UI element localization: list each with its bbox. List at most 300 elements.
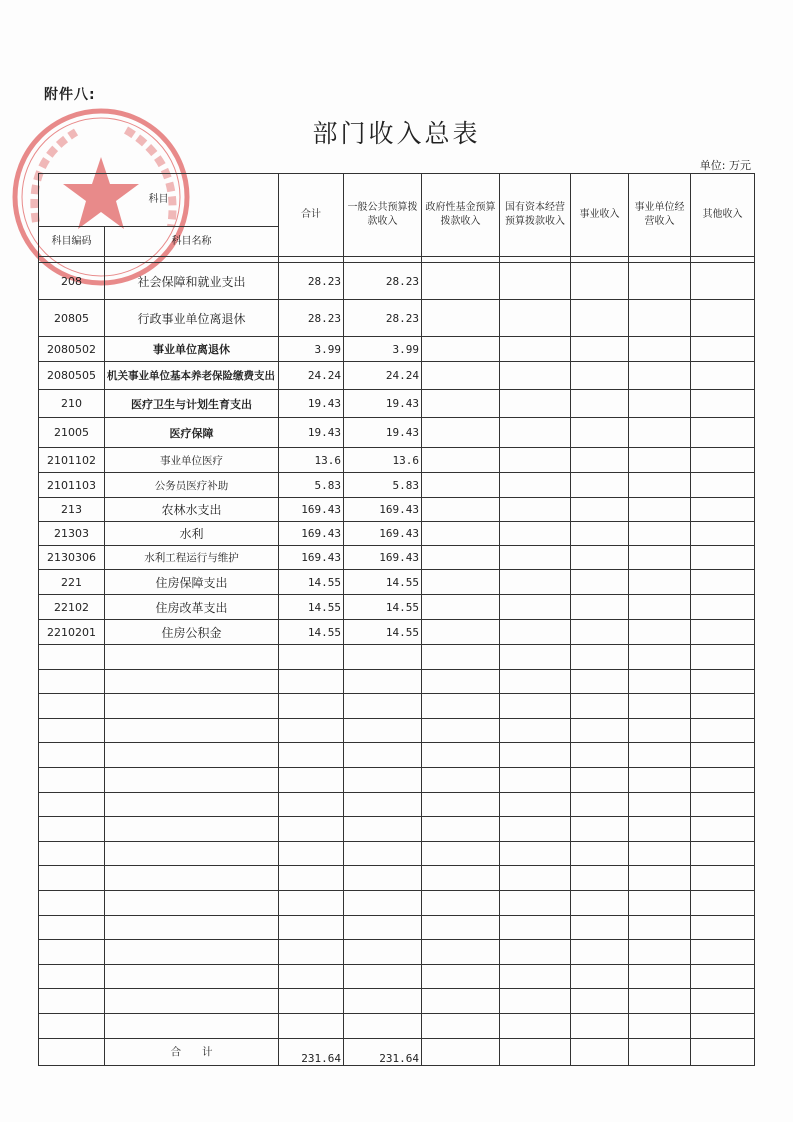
header-subject-name: 科目名称 xyxy=(105,227,279,257)
empty-cell xyxy=(344,1013,422,1038)
empty-cell xyxy=(691,767,755,792)
empty-cell xyxy=(279,1013,344,1038)
empty-cell xyxy=(629,595,691,620)
empty-cell xyxy=(344,989,422,1014)
total-row xyxy=(39,1038,755,1065)
total-cell: 5.83 xyxy=(279,473,344,498)
empty-cell xyxy=(691,522,755,546)
empty-cell xyxy=(500,669,571,694)
empty-cell xyxy=(422,595,500,620)
subject-code-cell: 2210201 xyxy=(39,620,105,645)
empty-cell xyxy=(422,498,500,522)
empty-cell xyxy=(571,718,629,743)
total-cell: 19.43 xyxy=(279,390,344,418)
subject-code-cell: 2101102 xyxy=(39,448,105,473)
empty-cell xyxy=(691,915,755,940)
empty-cell xyxy=(571,390,629,418)
empty-cell xyxy=(422,890,500,915)
subject-code-cell: 210 xyxy=(39,390,105,418)
empty-cell xyxy=(629,300,691,337)
empty-cell xyxy=(279,718,344,743)
table-row xyxy=(39,448,755,473)
empty-cell xyxy=(344,792,422,817)
subject-code-cell: 21005 xyxy=(39,418,105,448)
empty-cell xyxy=(105,1013,279,1038)
empty-cell xyxy=(571,418,629,448)
empty-cell xyxy=(571,817,629,842)
subject-name-cell: 行政事业单位离退休 xyxy=(105,300,279,337)
empty-cell xyxy=(500,570,571,595)
subject-name-cell: 事业单位医疗 xyxy=(105,448,279,473)
empty-cell xyxy=(571,362,629,390)
empty-cell xyxy=(691,362,755,390)
empty-cell xyxy=(422,743,500,768)
empty-cell xyxy=(571,890,629,915)
empty-cell xyxy=(500,694,571,719)
general-budget-cell: 3.99 xyxy=(344,337,422,362)
empty-cell xyxy=(39,792,105,817)
empty-cell xyxy=(500,546,571,570)
empty-cell xyxy=(691,989,755,1014)
subject-code-cell: 208 xyxy=(39,263,105,300)
empty-cell xyxy=(422,645,500,670)
empty-cell xyxy=(629,263,691,300)
table-row xyxy=(39,595,755,620)
empty-cell xyxy=(691,1013,755,1038)
empty-cell xyxy=(629,362,691,390)
empty-cell xyxy=(279,964,344,989)
empty-cell xyxy=(105,915,279,940)
empty-cell xyxy=(39,718,105,743)
empty-cell xyxy=(571,1013,629,1038)
general-budget-cell: 19.43 xyxy=(344,418,422,448)
total-cell: 169.43 xyxy=(279,498,344,522)
empty-cell xyxy=(691,570,755,595)
empty-cell xyxy=(105,964,279,989)
empty-cell xyxy=(422,841,500,866)
empty-cell xyxy=(691,792,755,817)
empty-cell xyxy=(571,570,629,595)
empty-cell xyxy=(105,841,279,866)
general-budget-cell: 169.43 xyxy=(344,498,422,522)
empty-cell xyxy=(691,964,755,989)
empty-cell xyxy=(344,669,422,694)
empty-cell xyxy=(629,390,691,418)
empty-cell xyxy=(629,915,691,940)
empty-cell xyxy=(691,1038,755,1065)
empty-cell xyxy=(500,418,571,448)
empty-cell xyxy=(422,866,500,891)
empty-cell xyxy=(105,669,279,694)
header-other-income: 其他收入 xyxy=(691,174,755,257)
subject-name-cell: 机关事业单位基本养老保险缴费支出 xyxy=(105,362,279,390)
empty-cell xyxy=(344,964,422,989)
empty-cell xyxy=(39,866,105,891)
grand-general-budget-cell: 231.64 xyxy=(344,1038,422,1065)
empty-cell xyxy=(279,743,344,768)
general-budget-cell: 169.43 xyxy=(344,546,422,570)
empty-cell xyxy=(344,915,422,940)
subject-code-cell: 2080502 xyxy=(39,337,105,362)
empty-cell xyxy=(629,743,691,768)
empty-cell xyxy=(629,694,691,719)
header-subject: 科目 xyxy=(39,174,279,227)
empty-cell xyxy=(279,694,344,719)
empty-cell xyxy=(500,448,571,473)
header-general-budget: 一般公共预算拨款收入 xyxy=(344,174,422,257)
general-budget-cell: 14.55 xyxy=(344,620,422,645)
table-row xyxy=(39,473,755,498)
empty-cell xyxy=(629,546,691,570)
grand-total-cell: 231.64 xyxy=(279,1038,344,1065)
general-budget-cell: 14.55 xyxy=(344,570,422,595)
empty-cell xyxy=(105,989,279,1014)
empty-cell xyxy=(691,546,755,570)
empty-cell xyxy=(500,964,571,989)
empty-cell xyxy=(422,694,500,719)
empty-cell xyxy=(571,940,629,965)
empty-cell xyxy=(39,817,105,842)
empty-row xyxy=(39,841,755,866)
empty-cell xyxy=(500,645,571,670)
empty-cell xyxy=(571,337,629,362)
empty-cell xyxy=(691,841,755,866)
empty-cell xyxy=(422,448,500,473)
empty-cell xyxy=(422,570,500,595)
total-cell: 19.43 xyxy=(279,418,344,448)
empty-row xyxy=(39,989,755,1014)
empty-cell xyxy=(279,792,344,817)
empty-cell xyxy=(422,390,500,418)
general-budget-cell: 28.23 xyxy=(344,263,422,300)
table-row xyxy=(39,570,755,595)
empty-cell xyxy=(422,263,500,300)
empty-cell xyxy=(629,418,691,448)
empty-cell xyxy=(500,817,571,842)
empty-cell xyxy=(691,669,755,694)
empty-cell xyxy=(39,841,105,866)
empty-cell xyxy=(422,940,500,965)
total-cell: 169.43 xyxy=(279,522,344,546)
empty-cell xyxy=(422,337,500,362)
empty-cell xyxy=(39,767,105,792)
empty-cell xyxy=(629,718,691,743)
empty-cell xyxy=(500,841,571,866)
empty-cell xyxy=(629,337,691,362)
empty-cell xyxy=(629,473,691,498)
empty-cell xyxy=(39,1013,105,1038)
subject-name-cell: 住房保障支出 xyxy=(105,570,279,595)
subject-code-cell: 20805 xyxy=(39,300,105,337)
empty-cell xyxy=(500,498,571,522)
empty-cell xyxy=(629,940,691,965)
empty-cell xyxy=(500,767,571,792)
header-subject-code: 科目编码 xyxy=(39,227,105,257)
empty-cell xyxy=(500,362,571,390)
header-gov-fund: 政府性基金预算拨款收入 xyxy=(422,174,500,257)
subject-code-cell: 2130306 xyxy=(39,546,105,570)
empty-cell xyxy=(571,645,629,670)
empty-cell xyxy=(105,767,279,792)
empty-cell xyxy=(691,300,755,337)
subject-name-cell: 农林水支出 xyxy=(105,498,279,522)
empty-cell xyxy=(691,337,755,362)
empty-cell xyxy=(500,1038,571,1065)
total-cell: 28.23 xyxy=(279,263,344,300)
empty-cell xyxy=(629,570,691,595)
empty-cell xyxy=(571,522,629,546)
empty-cell xyxy=(39,915,105,940)
header-total: 合计 xyxy=(279,174,344,257)
empty-cell xyxy=(422,792,500,817)
empty-cell xyxy=(344,718,422,743)
empty-cell xyxy=(279,841,344,866)
empty-cell xyxy=(629,767,691,792)
general-budget-cell: 5.83 xyxy=(344,473,422,498)
empty-cell xyxy=(105,645,279,670)
empty-cell xyxy=(105,890,279,915)
empty-cell xyxy=(629,890,691,915)
income-summary-table xyxy=(38,173,755,1066)
empty-cell xyxy=(691,694,755,719)
empty-cell xyxy=(571,448,629,473)
empty-cell xyxy=(500,473,571,498)
empty-cell xyxy=(500,866,571,891)
subject-name-cell: 医疗保障 xyxy=(105,418,279,448)
empty-row xyxy=(39,817,755,842)
subject-name-cell: 住房公积金 xyxy=(105,620,279,645)
empty-cell xyxy=(571,915,629,940)
table-row xyxy=(39,498,755,522)
empty-cell xyxy=(691,595,755,620)
empty-cell xyxy=(279,866,344,891)
empty-cell xyxy=(691,263,755,300)
empty-cell xyxy=(691,817,755,842)
empty-cell xyxy=(500,989,571,1014)
empty-cell xyxy=(629,841,691,866)
header-business-income: 事业收入 xyxy=(571,174,629,257)
empty-row xyxy=(39,1013,755,1038)
empty-cell xyxy=(344,767,422,792)
empty-cell xyxy=(344,890,422,915)
empty-row xyxy=(39,964,755,989)
empty-cell xyxy=(500,300,571,337)
empty-cell xyxy=(39,964,105,989)
empty-cell xyxy=(571,620,629,645)
empty-row xyxy=(39,767,755,792)
empty-cell xyxy=(422,522,500,546)
subject-name-cell: 住房改革支出 xyxy=(105,595,279,620)
empty-cell xyxy=(422,473,500,498)
empty-cell xyxy=(279,645,344,670)
empty-cell xyxy=(105,940,279,965)
subject-name-cell: 水利工程运行与维护 xyxy=(105,546,279,570)
empty-cell xyxy=(500,595,571,620)
empty-cell xyxy=(691,866,755,891)
table-row xyxy=(39,300,755,337)
empty-cell xyxy=(571,792,629,817)
empty-cell xyxy=(629,817,691,842)
empty-cell xyxy=(279,817,344,842)
empty-cell xyxy=(691,620,755,645)
empty-cell xyxy=(39,645,105,670)
empty-cell xyxy=(500,390,571,418)
general-budget-cell: 19.43 xyxy=(344,390,422,418)
total-cell: 14.55 xyxy=(279,595,344,620)
empty-cell xyxy=(39,890,105,915)
table-row xyxy=(39,522,755,546)
empty-row xyxy=(39,645,755,670)
empty-cell xyxy=(629,866,691,891)
total-cell: 169.43 xyxy=(279,546,344,570)
empty-cell xyxy=(571,546,629,570)
empty-cell xyxy=(571,866,629,891)
empty-cell xyxy=(691,498,755,522)
empty-row xyxy=(39,694,755,719)
empty-cell xyxy=(629,522,691,546)
empty-cell xyxy=(500,263,571,300)
empty-cell xyxy=(39,1038,105,1065)
empty-cell xyxy=(279,669,344,694)
empty-cell xyxy=(344,743,422,768)
empty-cell xyxy=(571,964,629,989)
empty-cell xyxy=(344,817,422,842)
general-budget-cell: 28.23 xyxy=(344,300,422,337)
empty-cell xyxy=(39,940,105,965)
attachment-label: 附件八: xyxy=(44,87,96,103)
unit-label: 单位: 万元 xyxy=(699,159,751,172)
empty-cell xyxy=(691,940,755,965)
empty-cell xyxy=(500,337,571,362)
total-cell: 14.55 xyxy=(279,570,344,595)
empty-cell xyxy=(629,620,691,645)
table-row xyxy=(39,362,755,390)
empty-cell xyxy=(422,669,500,694)
empty-cell xyxy=(629,792,691,817)
empty-cell xyxy=(691,718,755,743)
empty-cell xyxy=(571,595,629,620)
subject-name-cell: 医疗卫生与计划生育支出 xyxy=(105,390,279,418)
empty-row xyxy=(39,718,755,743)
subject-name-cell: 社会保障和就业支出 xyxy=(105,263,279,300)
empty-cell xyxy=(571,669,629,694)
total-cell: 14.55 xyxy=(279,620,344,645)
empty-row xyxy=(39,866,755,891)
empty-cell xyxy=(629,989,691,1014)
empty-cell xyxy=(571,767,629,792)
subject-code-cell: 221 xyxy=(39,570,105,595)
empty-cell xyxy=(344,645,422,670)
table-row xyxy=(39,418,755,448)
empty-cell xyxy=(500,743,571,768)
empty-cell xyxy=(279,890,344,915)
total-cell: 28.23 xyxy=(279,300,344,337)
empty-cell xyxy=(105,866,279,891)
empty-cell xyxy=(279,940,344,965)
empty-row xyxy=(39,669,755,694)
empty-cell xyxy=(691,645,755,670)
empty-cell xyxy=(422,817,500,842)
table-row xyxy=(39,263,755,300)
empty-cell xyxy=(105,694,279,719)
total-cell: 3.99 xyxy=(279,337,344,362)
empty-cell xyxy=(105,718,279,743)
empty-cell xyxy=(422,1013,500,1038)
empty-cell xyxy=(691,743,755,768)
empty-cell xyxy=(500,522,571,546)
empty-row xyxy=(39,940,755,965)
empty-row xyxy=(39,743,755,768)
empty-cell xyxy=(629,448,691,473)
empty-cell xyxy=(344,694,422,719)
empty-cell xyxy=(500,915,571,940)
empty-cell xyxy=(105,792,279,817)
empty-cell xyxy=(500,792,571,817)
total-label: 合 计 xyxy=(105,1038,279,1065)
empty-cell xyxy=(629,964,691,989)
empty-cell xyxy=(571,1038,629,1065)
empty-cell xyxy=(279,767,344,792)
empty-cell xyxy=(629,669,691,694)
empty-row xyxy=(39,792,755,817)
empty-cell xyxy=(629,1038,691,1065)
empty-cell xyxy=(422,989,500,1014)
empty-cell xyxy=(691,473,755,498)
empty-cell xyxy=(422,620,500,645)
empty-cell xyxy=(39,989,105,1014)
empty-cell xyxy=(500,940,571,965)
subject-name-cell: 事业单位离退休 xyxy=(105,337,279,362)
empty-cell xyxy=(344,940,422,965)
general-budget-cell: 13.6 xyxy=(344,448,422,473)
empty-cell xyxy=(571,841,629,866)
empty-cell xyxy=(39,743,105,768)
empty-cell xyxy=(344,841,422,866)
general-budget-cell: 24.24 xyxy=(344,362,422,390)
empty-cell xyxy=(105,743,279,768)
empty-cell xyxy=(691,418,755,448)
empty-cell xyxy=(422,964,500,989)
general-budget-cell: 14.55 xyxy=(344,595,422,620)
empty-cell xyxy=(571,498,629,522)
table-row xyxy=(39,390,755,418)
table-row xyxy=(39,337,755,362)
empty-cell xyxy=(105,817,279,842)
table-row xyxy=(39,546,755,570)
empty-cell xyxy=(422,767,500,792)
empty-cell xyxy=(571,300,629,337)
subject-name-cell: 公务员医疗补助 xyxy=(105,473,279,498)
empty-cell xyxy=(422,915,500,940)
empty-cell xyxy=(279,915,344,940)
empty-cell xyxy=(571,473,629,498)
empty-cell xyxy=(422,300,500,337)
subject-code-cell: 21303 xyxy=(39,522,105,546)
empty-cell xyxy=(279,989,344,1014)
empty-cell xyxy=(691,448,755,473)
empty-cell xyxy=(629,645,691,670)
subject-code-cell: 22102 xyxy=(39,595,105,620)
empty-cell xyxy=(422,546,500,570)
empty-cell xyxy=(500,718,571,743)
empty-cell xyxy=(422,362,500,390)
total-cell: 24.24 xyxy=(279,362,344,390)
empty-cell xyxy=(39,694,105,719)
empty-cell xyxy=(571,743,629,768)
empty-cell xyxy=(500,1013,571,1038)
subject-code-cell: 2101103 xyxy=(39,473,105,498)
general-budget-cell: 169.43 xyxy=(344,522,422,546)
